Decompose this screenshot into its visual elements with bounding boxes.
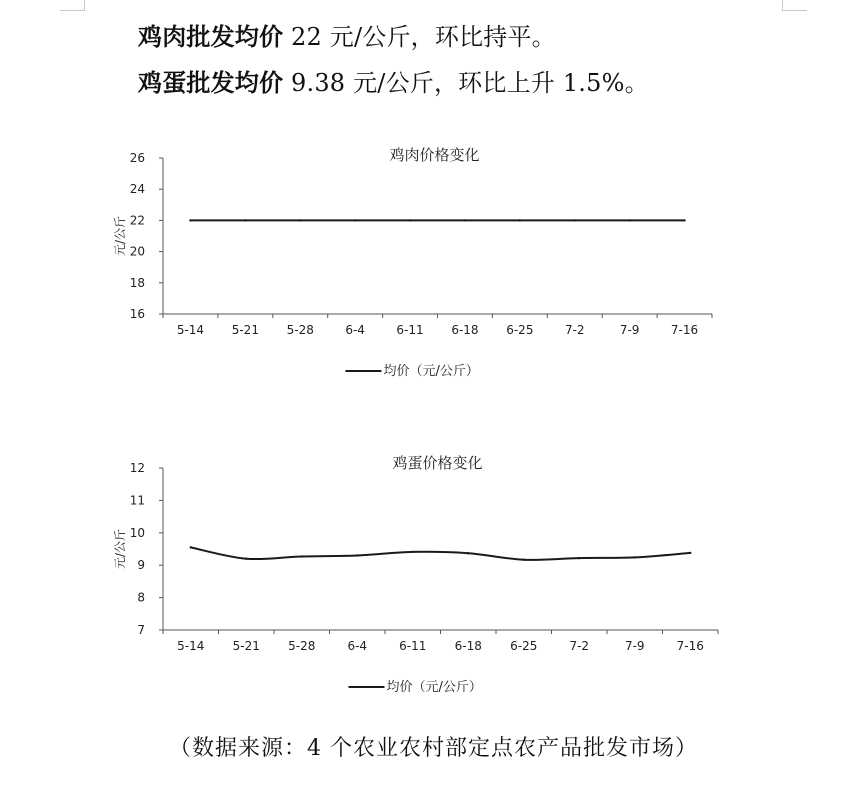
- x-tick-label: 5-21: [231, 323, 259, 337]
- data-point: [299, 219, 301, 221]
- data-source-note: （数据来源：4 个农业农村部定点农产品批发市场）: [169, 736, 698, 761]
- y-tick-label: 8: [137, 590, 145, 605]
- data-point: [574, 219, 576, 221]
- x-tick-label: 6-11: [396, 323, 424, 337]
- y-axis-label: 元/公斤: [113, 528, 127, 570]
- x-tick-label: 5-28: [288, 639, 316, 653]
- y-tick-label: 24: [129, 182, 145, 197]
- y-tick-label: 26: [129, 151, 145, 165]
- data-point: [467, 552, 469, 554]
- x-tick-label: 7-2: [564, 323, 585, 337]
- x-tick-label: 7-2: [569, 639, 590, 653]
- y-tick-label: 20: [129, 244, 145, 259]
- y-tick-label: 7: [137, 623, 145, 637]
- data-point: [301, 555, 303, 557]
- chicken-price-chart: [0, 134, 867, 394]
- x-tick-label: 5-21: [232, 639, 260, 653]
- legend-label: 均价（元/公斤）: [386, 680, 482, 695]
- data-point: [244, 219, 246, 221]
- y-tick-label: 22: [129, 213, 145, 228]
- data-point: [190, 546, 192, 548]
- x-tick-label: 6-11: [399, 639, 427, 653]
- x-tick-label: 5-28: [286, 323, 314, 337]
- x-tick-label: 6-18: [451, 323, 479, 337]
- egg-price-summary-text: 9.38 元/公斤，环比上升 1.5%。: [283, 69, 649, 97]
- x-tick-label: 7-9: [619, 323, 640, 337]
- data-point: [356, 554, 358, 556]
- legend-label: 均价（元/公斤）: [383, 364, 479, 379]
- x-tick-label: 5-14: [177, 639, 205, 653]
- y-tick-label: 16: [129, 307, 145, 321]
- egg-price-summary: [138, 68, 649, 98]
- data-point: [578, 557, 580, 559]
- data-point: [354, 219, 356, 221]
- y-tick-label: 18: [129, 275, 145, 290]
- series-line-avg-price: [191, 547, 691, 559]
- data-point: [689, 552, 691, 554]
- page-corner-mark-left: [60, 0, 85, 11]
- data-point: [634, 556, 636, 558]
- x-tick-label: 7-16: [670, 323, 699, 337]
- chicken-price-summary-lead: 鸡肉批发均价: [138, 22, 284, 51]
- chicken-price-summary-text: 22 元/公斤，环比持平。: [283, 23, 556, 51]
- data-point: [523, 558, 525, 560]
- data-point: [464, 219, 466, 221]
- page-corner-mark-right: [782, 0, 807, 11]
- x-tick-label: 6-4: [347, 639, 368, 653]
- y-tick-label: 10: [129, 525, 145, 540]
- data-point: [628, 219, 630, 221]
- data-point: [245, 558, 247, 560]
- egg-price-chart: [0, 442, 867, 702]
- x-tick-label: 6-25: [510, 639, 538, 653]
- chart-title: 鸡蛋价格变化: [392, 454, 483, 472]
- x-tick-label: 6-4: [345, 323, 365, 337]
- chicken-price-summary: [138, 22, 556, 52]
- data-point: [519, 219, 521, 221]
- egg-price-summary-lead: 鸡蛋批发均价: [138, 68, 284, 97]
- data-point: [683, 219, 685, 221]
- y-axis-label: 元/公斤: [113, 215, 127, 257]
- x-tick-label: 5-14: [176, 323, 205, 337]
- y-tick-label: 12: [129, 461, 145, 475]
- data-point: [189, 219, 191, 221]
- y-tick-label: 11: [129, 493, 145, 508]
- y-tick-label: 9: [137, 558, 145, 573]
- x-tick-label: 6-18: [454, 639, 482, 653]
- x-tick-label: 6-25: [506, 323, 534, 337]
- data-point: [409, 219, 411, 221]
- x-tick-label: 7-9: [624, 639, 645, 653]
- x-tick-label: 7-16: [676, 639, 704, 653]
- data-point: [412, 551, 414, 553]
- chart-title: 鸡肉价格变化: [389, 146, 480, 164]
